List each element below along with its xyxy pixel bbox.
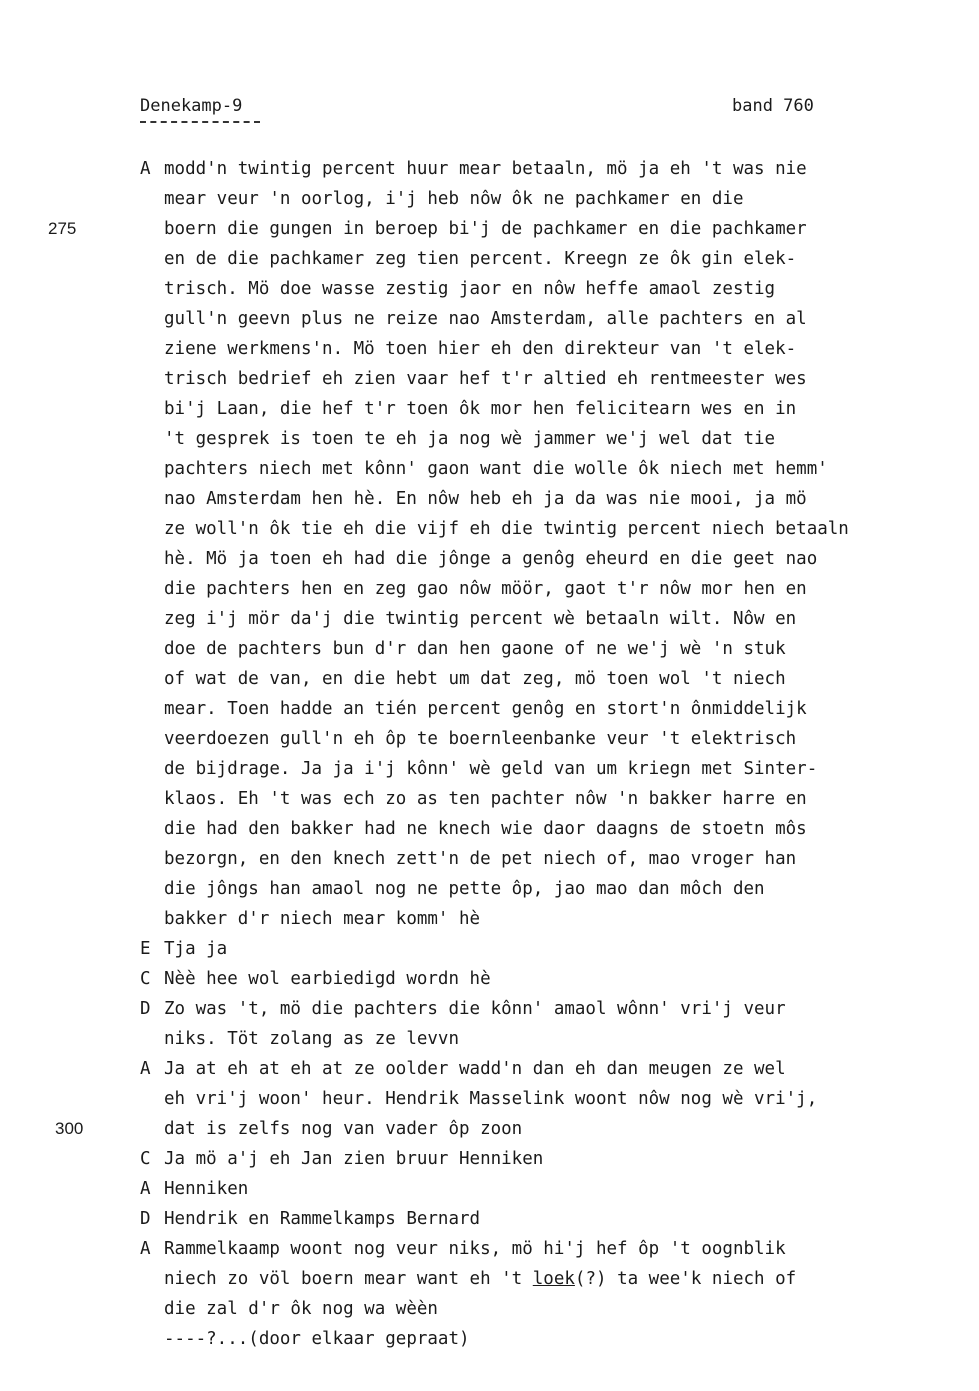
line-text: die pachters hen en zeg gao nôw möör, gaot t'r nôw mor hen en bbox=[164, 579, 807, 599]
uncertain-word: loek bbox=[532, 1269, 575, 1289]
transcript-line bbox=[0, 244, 979, 274]
transcript-line bbox=[0, 544, 979, 574]
line-text: trisch bedrief eh zien vaar hef t'r altied eh rentmeester wes bbox=[164, 369, 807, 389]
line-text: pachters niech met kônn' gaon want die wolle ôk niech met hemm' bbox=[164, 459, 828, 479]
transcript-line bbox=[0, 754, 979, 784]
line-text: en de die pachkamer zeg tien percent. Kreegn ze ôk gin elek- bbox=[164, 249, 797, 269]
line-text: zeg i'j mör da'j die twintig percent wè betaaln wilt. Nôw en bbox=[164, 609, 797, 629]
transcript-line bbox=[0, 424, 979, 454]
line-text: die zal d'r ôk nog wa wèèn bbox=[164, 1299, 438, 1319]
transcript-line bbox=[0, 514, 979, 544]
line-text-pre: niech zo völ boern mear want eh 't bbox=[164, 1269, 533, 1289]
line-text: niks. Töt zolang as ze levvn bbox=[164, 1029, 460, 1049]
speaker-label: E bbox=[140, 939, 151, 959]
line-text: ziene werkmens'n. Mö toen hier eh den direkteur van 't elek- bbox=[164, 339, 797, 359]
line-text: hè. Mö ja toen eh had die jônge a genôg eheurd en die geet nao bbox=[164, 549, 818, 569]
speaker-label: C bbox=[140, 1149, 151, 1169]
line-text: bi'j Laan, die hef t'r toen ôk mor hen felicitearn wes en in bbox=[164, 399, 797, 419]
line-text: de bijdrage. Ja ja i'j kônn' wè geld van um kriegn met Sinter- bbox=[164, 759, 818, 779]
line-text: mear veur 'n oorlog, i'j heb nôw ôk ne pachkamer en die bbox=[164, 189, 744, 209]
transcript-line bbox=[0, 154, 979, 184]
transcript-line bbox=[0, 634, 979, 664]
transcript-line bbox=[0, 604, 979, 634]
transcript-line bbox=[0, 664, 979, 694]
speaker-label: D bbox=[140, 999, 151, 1019]
speaker-label: D bbox=[140, 1209, 151, 1229]
transcript-line bbox=[0, 934, 979, 964]
transcript-line bbox=[0, 724, 979, 754]
line-text: die jôngs han amaol nog ne pette ôp, jao mao dan môch den bbox=[164, 879, 765, 899]
transcript-line bbox=[0, 1234, 979, 1264]
transcript-line bbox=[0, 1204, 979, 1234]
transcript-line bbox=[0, 814, 979, 844]
line-text: veerdoezen gull'n eh ôp te boernleenbanke veur 't elektrisch bbox=[164, 729, 797, 749]
line-text: bezorgn, en den knech zett'n de pet niech of, mao vroger han bbox=[164, 849, 797, 869]
line-text: Tja ja bbox=[164, 939, 228, 959]
transcript-line bbox=[0, 964, 979, 994]
line-text: gull'n geevn plus ne reize nao Amsterdam, alle pachters en al bbox=[164, 309, 807, 329]
line-text: eh vri'j woon' heur. Hendrik Masselink woont nôw nog wè vri'j, bbox=[164, 1089, 818, 1109]
line-text: nao Amsterdam hen hè. En nôw heb eh ja da was nie mooi, ja mö bbox=[164, 489, 807, 509]
line-text: trisch. Mö doe wasse zestig jaor en nôw heffe amaol zestig bbox=[164, 279, 776, 299]
line-text: mear. Toen hadde an tién percent genôg en stort'n ônmiddelijk bbox=[164, 699, 807, 719]
speaker-label: C bbox=[140, 969, 151, 989]
speaker-label: A bbox=[140, 159, 151, 179]
line-text-post: (?) ta wee'k niech of bbox=[574, 1269, 797, 1289]
line-text: Henniken bbox=[164, 1179, 249, 1199]
transcript-line bbox=[0, 454, 979, 484]
speaker-label: A bbox=[140, 1179, 151, 1199]
transcript-line bbox=[0, 1024, 979, 1054]
line-text: modd'n twintig percent huur mear betaaln, mö ja eh 't was nie bbox=[164, 159, 807, 179]
line-text: doe de pachters bun d'r dan hen gaone of ne we'j wè 'n stuk bbox=[164, 639, 786, 659]
transcript-line bbox=[0, 484, 979, 514]
transcript-line bbox=[0, 274, 979, 304]
transcript-line bbox=[0, 904, 979, 934]
header-underline bbox=[140, 121, 260, 123]
page-header-right: band 760 bbox=[732, 96, 814, 116]
line-text: die had den bakker had ne knech wie daor daagns de stoetn môs bbox=[164, 819, 807, 839]
line-text: Zo was 't, mö die pachters die kônn' amaol wônn' vri'j veur bbox=[164, 999, 786, 1019]
transcript-line bbox=[0, 574, 979, 604]
line-text: ----?...(door elkaar gepraat) bbox=[164, 1329, 470, 1349]
speaker-label: A bbox=[140, 1059, 151, 1079]
line-text bbox=[164, 1264, 796, 1294]
page-header-left: Denekamp-9 bbox=[140, 96, 243, 116]
transcript-line bbox=[0, 334, 979, 364]
transcript-line bbox=[0, 1054, 979, 1084]
line-text: klaos. Eh 't was ech zo as ten pachter nôw 'n bakker harre en bbox=[164, 789, 807, 809]
transcript-line bbox=[0, 1084, 979, 1114]
line-text: 't gesprek is toen te eh ja nog wè jammer we'j wel dat tie bbox=[164, 429, 776, 449]
transcript-line bbox=[0, 1144, 979, 1174]
transcript-line bbox=[0, 784, 979, 814]
line-text: Nèè hee wol earbiedigd wordn hè bbox=[164, 969, 491, 989]
transcript-line bbox=[0, 694, 979, 724]
transcript-line bbox=[0, 1264, 979, 1294]
transcript-line bbox=[0, 1294, 979, 1324]
transcript-line bbox=[0, 1114, 979, 1144]
line-text: bakker d'r niech mear komm' hè bbox=[164, 909, 481, 929]
line-number: 275 bbox=[48, 219, 77, 238]
transcript-line bbox=[0, 184, 979, 214]
transcript-line bbox=[0, 874, 979, 904]
line-number: 300 bbox=[55, 1119, 84, 1138]
speaker-label: A bbox=[140, 1239, 151, 1259]
transcript-line bbox=[0, 1174, 979, 1204]
line-text: ze woll'n ôk tie eh die vijf eh die twintig percent niech betaaln bbox=[164, 519, 849, 539]
transcript-line bbox=[0, 364, 979, 394]
line-text: of wat de van, en die hebt um dat zeg, mö toen wol 't niech bbox=[164, 669, 786, 689]
transcript-line bbox=[0, 214, 979, 244]
line-text: Hendrik en Rammelkamps Bernard bbox=[164, 1209, 481, 1229]
transcript-line bbox=[0, 394, 979, 424]
line-text: dat is zelfs nog van vader ôp zoon bbox=[164, 1119, 523, 1139]
transcript-line bbox=[0, 994, 979, 1024]
transcript-line bbox=[0, 304, 979, 334]
line-text: Ja at eh at eh at ze oolder wadd'n dan eh dan meugen ze wel bbox=[164, 1059, 786, 1079]
transcript-line bbox=[0, 1324, 979, 1354]
line-text: Ja mö a'j eh Jan zien bruur Henniken bbox=[164, 1149, 544, 1169]
line-text: boern die gungen in beroep bi'j de pachkamer en die pachkamer bbox=[164, 219, 807, 239]
transcript-line bbox=[0, 844, 979, 874]
line-text: Rammelkaamp woont nog veur niks, mö hi'j hef ôp 't oognblik bbox=[164, 1239, 786, 1259]
